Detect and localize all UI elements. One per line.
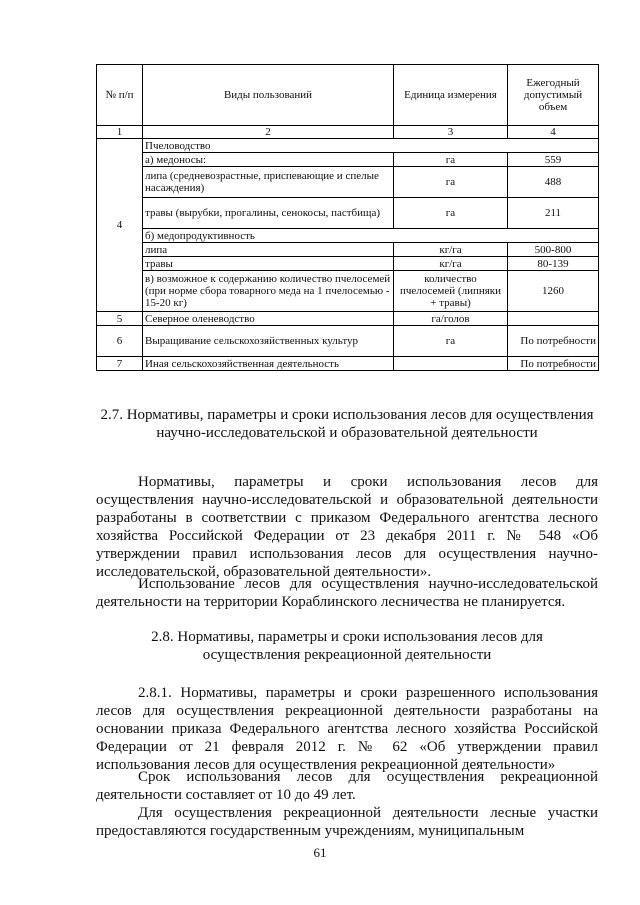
row-volume: 80-139 bbox=[508, 257, 599, 271]
section-2-8-paragraph-3: Для осуществления рекреационной деятельности лесные участки предоставляются государственным учреждениям, муниципальным bbox=[96, 805, 598, 839]
row-type: Пчеловодство bbox=[143, 139, 599, 153]
row-type: травы (вырубки, прогалины, сенокосы, пастбища) bbox=[143, 198, 394, 229]
row-volume: По потребности bbox=[508, 326, 599, 357]
row-volume: 500-800 bbox=[508, 243, 599, 257]
section-2-8-paragraph-2: Срок использования лесов для осуществления рекреационной деятельности составляет от 10 до 49 лет. bbox=[96, 769, 598, 803]
row-unit: кг/га bbox=[394, 243, 508, 257]
row-num: 7 bbox=[97, 357, 143, 371]
row-unit: количество пчелосемей (липняки + травы) bbox=[394, 271, 508, 312]
header-type: Виды пользований bbox=[143, 65, 394, 126]
table-row bbox=[97, 357, 599, 371]
header-unit: Единица измерения bbox=[394, 65, 508, 126]
row-num: 4 bbox=[97, 139, 143, 312]
table-row bbox=[97, 153, 599, 167]
row-unit: га/голов bbox=[394, 312, 508, 326]
row-type: Северное оленеводство bbox=[143, 312, 394, 326]
forest-use-norms-table bbox=[96, 64, 599, 371]
col-number: 3 bbox=[394, 126, 508, 139]
table-row bbox=[97, 198, 599, 229]
row-type: травы bbox=[143, 257, 394, 271]
row-type: в) возможное к содержанию количество пчелосемей (при норме сбора товарного меда на 1 пчелосемью - 15-20 кг) bbox=[143, 271, 394, 312]
table-row bbox=[97, 312, 599, 326]
row-type: Выращивание сельскохозяйственных культур bbox=[143, 326, 394, 357]
row-unit: га bbox=[394, 153, 508, 167]
page-number: 61 bbox=[313, 845, 327, 860]
table-row bbox=[97, 326, 599, 357]
table-row bbox=[97, 167, 599, 198]
row-type: Иная сельскохозяйственная деятельность bbox=[143, 357, 394, 371]
table-header-row bbox=[97, 65, 599, 126]
table-row bbox=[97, 271, 599, 312]
row-volume: 559 bbox=[508, 153, 599, 167]
col-number: 1 bbox=[97, 126, 143, 139]
table-row bbox=[97, 257, 599, 271]
row-volume bbox=[508, 312, 599, 326]
header-num: № п/п bbox=[97, 65, 143, 126]
row-unit: кг/га bbox=[394, 257, 508, 271]
row-type: а) медоносы: bbox=[143, 153, 394, 167]
table-row bbox=[97, 139, 599, 153]
row-unit: га bbox=[394, 198, 508, 229]
col-number: 4 bbox=[508, 126, 599, 139]
table-row bbox=[97, 229, 599, 243]
section-2-8-paragraph-1: 2.8.1. Нормативы, параметры и сроки разрешенного использования лесов для осуществления рекреационной деятельности разработаны на основании приказа Федерального агентства лесного хозяйства Российской Федерации от 21 февраля 2012 г. № 62 «Об утверждении правил использования лесов для осуществления рекреационной деятельности» bbox=[96, 685, 598, 773]
row-volume: 488 bbox=[508, 167, 599, 198]
row-num: 6 bbox=[97, 326, 143, 357]
row-type: липа (средневозрастные, приспевающие и спелые насаждения) bbox=[143, 167, 394, 198]
row-unit: га bbox=[394, 167, 508, 198]
table-row bbox=[97, 243, 599, 257]
row-num: 5 bbox=[97, 312, 143, 326]
row-unit: га bbox=[394, 326, 508, 357]
row-unit bbox=[394, 357, 508, 371]
row-type: липа bbox=[143, 243, 394, 257]
row-volume: 211 bbox=[508, 198, 599, 229]
row-volume: 1260 bbox=[508, 271, 599, 312]
col-number: 2 bbox=[143, 126, 394, 139]
row-type: б) медопродуктивность bbox=[143, 229, 599, 243]
section-2-7-title: 2.7. Нормативы, параметры и сроки использования лесов для осуществления научно-исследовательской и образовательной деятельности bbox=[100, 407, 594, 441]
column-number-row bbox=[97, 126, 599, 139]
header-volume: Ежегодный допустимый объем bbox=[508, 65, 599, 126]
section-2-7-paragraph-1: Нормативы, параметры и сроки использования лесов для осуществления научно-исследовательской и образовательной деятельности разработаны в соответствии с приказом Федерального агентства лесного хозяйства Российской Федерации от 23 декабря 2011 г. № 548 «Об утверждении правил использования лесов для осуществления научно-исследовательской, образовательной деятельности». bbox=[96, 474, 598, 580]
section-2-8-title: 2.8. Нормативы, параметры и сроки использования лесов для осуществления рекреационной деятельности bbox=[151, 629, 543, 663]
row-volume: По потребности bbox=[508, 357, 599, 371]
section-2-7-paragraph-2: Использование лесов для осуществления научно-исследовательской деятельности на территории Кораблинского лесничества не планируется. bbox=[96, 576, 598, 610]
